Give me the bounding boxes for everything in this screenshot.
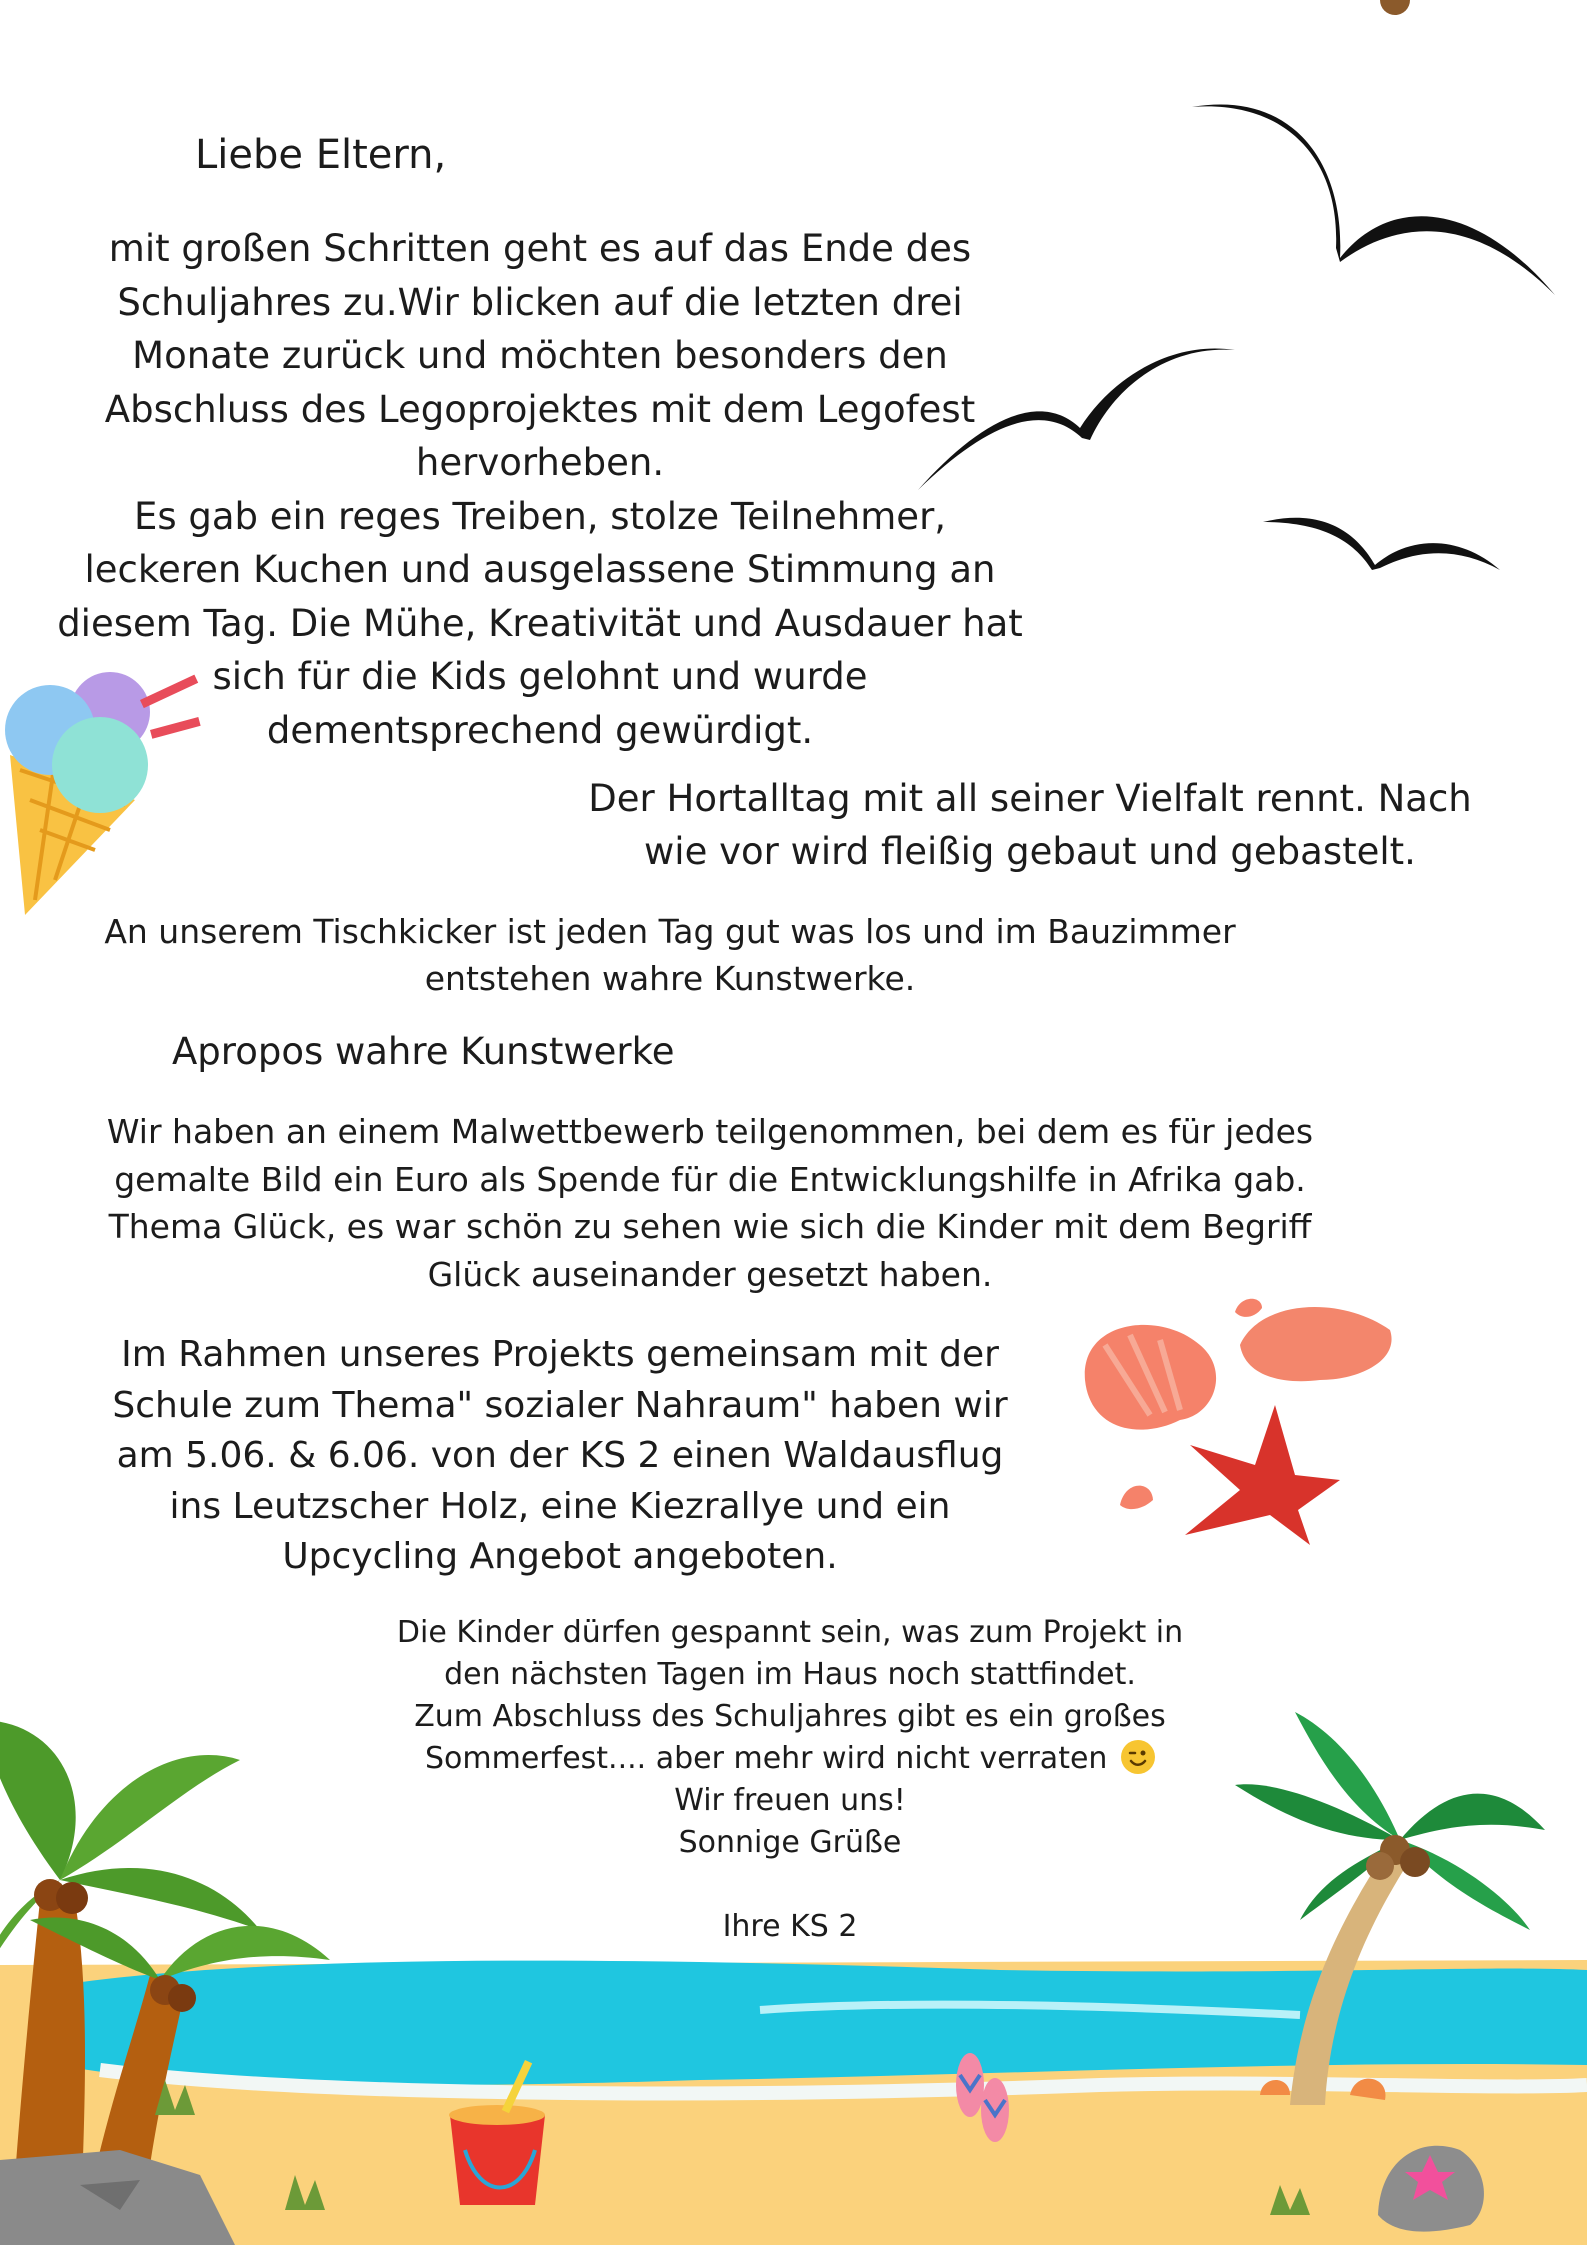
text-line: Im Rahmen unseres Projekts gemeinsam mit der bbox=[121, 1334, 999, 1375]
text-line: Der Hortalltag mit all seiner Vielfalt rennt. Nach bbox=[588, 777, 1472, 820]
text-line: Thema Glück, es war schön zu sehen wie sich die Kinder mit dem Begriff bbox=[108, 1207, 1312, 1246]
seashell-icon bbox=[1085, 1325, 1216, 1430]
text-line: Die Kinder dürfen gespannt sein, was zum Projekt in bbox=[396, 1615, 1184, 1650]
starfish-icon bbox=[1185, 1405, 1340, 1545]
paragraph-projekt bbox=[110, 1330, 1010, 1583]
text-line: Upcycling Angebot angeboten. bbox=[282, 1536, 838, 1577]
text-line: Zum Abschluss des Schuljahres gibt es ein großes bbox=[414, 1699, 1166, 1734]
text-line: An unserem Tischkicker ist jeden Tag gut was los und im Bauzimmer bbox=[104, 912, 1236, 951]
text-line bbox=[390, 1738, 1190, 1780]
closing-paragraph bbox=[390, 1612, 1190, 1948]
text-line: sich für die Kids gelohnt und wurde bbox=[212, 655, 868, 698]
text-line: hervorheben. bbox=[415, 441, 665, 484]
text-line: Es gab ein reges Treiben, stolze Teilnehmer, bbox=[133, 494, 947, 538]
paragraph-legoprojekt bbox=[55, 222, 1025, 757]
text-line: wie vor wird fleißig gebaut und gebastelt. bbox=[644, 830, 1416, 873]
wink-emoji-icon bbox=[1121, 1740, 1155, 1774]
paragraph-malwettbewerb bbox=[90, 1108, 1330, 1298]
text-line: Schuljahres zu.Wir blicken auf die letzten drei bbox=[117, 280, 963, 324]
text-line: Sonnige Grüße bbox=[678, 1825, 902, 1860]
text-line: Wir haben an einem Malwettbewerb teilgenommen, bei dem es für jedes bbox=[106, 1112, 1314, 1151]
text-line: ins Leutzscher Holz, eine Kiezrallye und ein bbox=[169, 1485, 951, 1527]
section-heading: Apropos wahre Kunstwerke bbox=[172, 1030, 675, 1073]
text-line: Glück auseinander gesetzt haben. bbox=[427, 1254, 993, 1294]
greeting: Liebe Eltern, bbox=[195, 132, 447, 178]
paragraph-hortalltag bbox=[560, 772, 1500, 878]
palm-tree-icon bbox=[1235, 0, 1545, 2105]
seagull-icon bbox=[1192, 104, 1555, 295]
text-line: mit großen Schritten geht es auf das Ende des bbox=[108, 227, 972, 270]
seagull-icon bbox=[1263, 518, 1500, 570]
text-line: leckeren Kuchen und ausgelassene Stimmung an bbox=[84, 548, 996, 591]
text-segment: Sommerfest.... aber mehr wird nicht verraten bbox=[425, 1741, 1108, 1776]
text-line: diesem Tag. Die Mühe, Kreativität und Ausdauer hat bbox=[57, 601, 1023, 645]
text-line: Abschluss des Legoprojektes mit dem Legofest bbox=[104, 387, 976, 431]
text-line: Wir freuen uns! bbox=[674, 1783, 906, 1818]
text-line bbox=[390, 1864, 1190, 1906]
text-line: Schule zum Thema" sozialer Nahraum" haben wir bbox=[112, 1384, 1008, 1426]
text-line: entstehen wahre Kunstwerke. bbox=[424, 959, 916, 998]
text-line: dementsprechend gewürdigt. bbox=[266, 708, 814, 752]
signature: Ihre KS 2 bbox=[722, 1909, 858, 1944]
text-line: am 5.06. & 6.06. von der KS 2 einen Waldausflug bbox=[116, 1435, 1004, 1476]
paragraph-tischkicker bbox=[90, 908, 1250, 1002]
text-line: Monate zurück und möchten besonders den bbox=[132, 334, 948, 377]
seashell-icon bbox=[1240, 1307, 1392, 1381]
text-line: den nächsten Tagen im Haus noch stattfindet. bbox=[444, 1657, 1136, 1692]
text-line: gemalte Bild ein Euro als Spende für die Entwicklungshilfe in Afrika gab. bbox=[114, 1159, 1306, 1199]
